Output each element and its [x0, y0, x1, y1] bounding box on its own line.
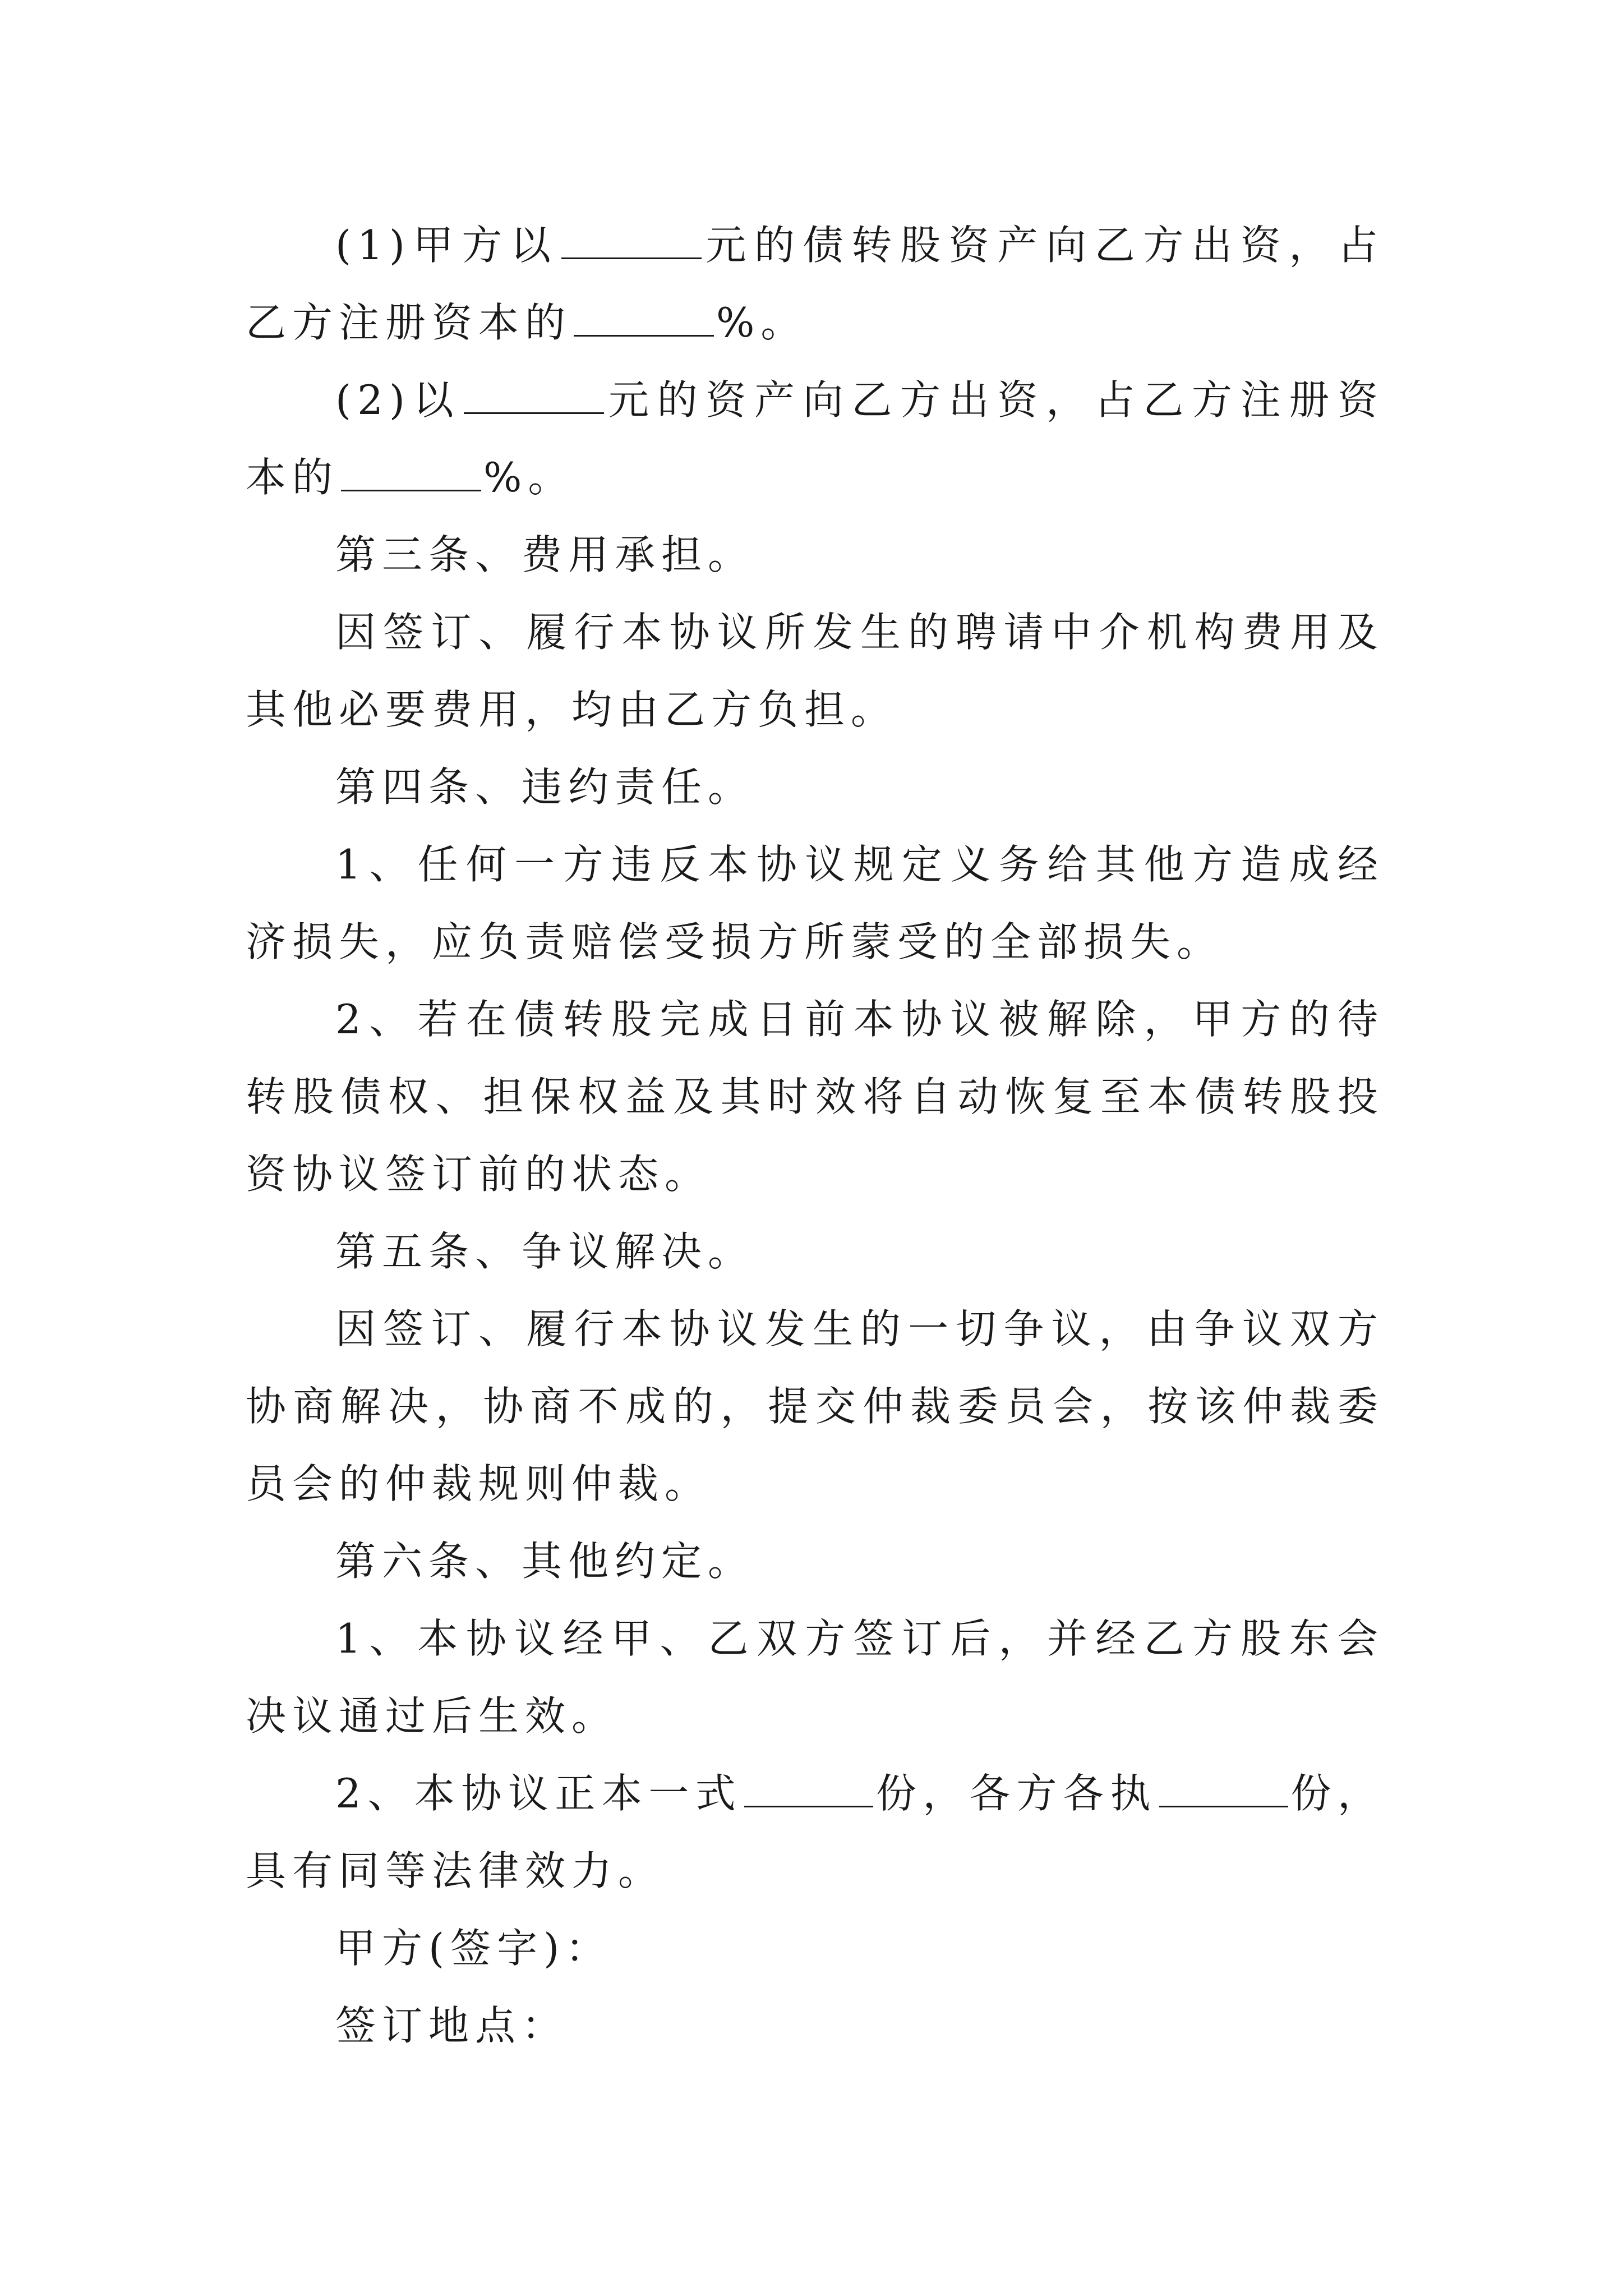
article-5-heading: 第五条、争议解决。	[335, 1228, 755, 1275]
article-4-item-2: 2、若在债转股完成日前本协议被解除，甲方的待转股债权、担保权益及其时效将自动恢复至本债转股投资协议签订前的状态。	[246, 996, 1384, 1198]
text-segment: 份，各方各执	[875, 1770, 1157, 1817]
article-6-heading: 第六条、其他约定。	[335, 1538, 755, 1585]
text-segment: (1)甲方以	[335, 222, 559, 269]
blank-underline	[744, 1766, 873, 1807]
article-3-text: 因签订、履行本协议所发生的聘请中介机构费用及其他必要费用，均由乙方负担。	[246, 609, 1384, 733]
text-segment: (2)以	[335, 376, 462, 424]
signature-party-a: 甲方(签字)：	[335, 1925, 612, 1972]
blank-underline	[464, 373, 604, 414]
text-segment: 2、本协议正本一式	[335, 1770, 743, 1817]
paragraph-capital-2	[246, 361, 1384, 516]
article-6-item-2	[246, 1755, 1384, 1910]
article-3-heading: 第三条、费用承担。	[335, 531, 755, 578]
article-6-item-1: 1、本协议经甲、乙双方签订后，并经乙方股东会决议通过后生效。	[246, 1615, 1384, 1740]
article-4-heading: 第四条、违约责任。	[335, 763, 755, 811]
paragraph-capital-1	[246, 206, 1384, 361]
blank-underline	[561, 218, 702, 259]
article-5-text: 因签订、履行本协议发生的一切争议，由争议双方协商解决，协商不成的，提交仲裁委员会，按该仲裁委员会的仲裁规则仲裁。	[246, 1305, 1384, 1507]
document-body	[246, 206, 1384, 2064]
blank-underline	[1159, 1766, 1288, 1807]
text-segment: %。	[483, 454, 575, 501]
text-segment: %。	[716, 299, 808, 346]
text-segment: 份，具有同等法律效力。	[246, 1770, 1384, 1894]
article-4-item-1: 1、任何一方违反本协议规定义务给其他方造成经济损失，应负责赔偿受损方所蒙受的全部损失。	[246, 841, 1384, 965]
blank-underline	[574, 296, 714, 337]
text-segment: 元的资产向乙方出资，占乙方注册资本的	[246, 376, 1384, 501]
signing-place: 签订地点：	[335, 2002, 569, 2049]
blank-underline	[341, 450, 481, 491]
text-segment: 元的债转股资产向乙方出资，占乙方注册资本的	[246, 222, 1384, 346]
